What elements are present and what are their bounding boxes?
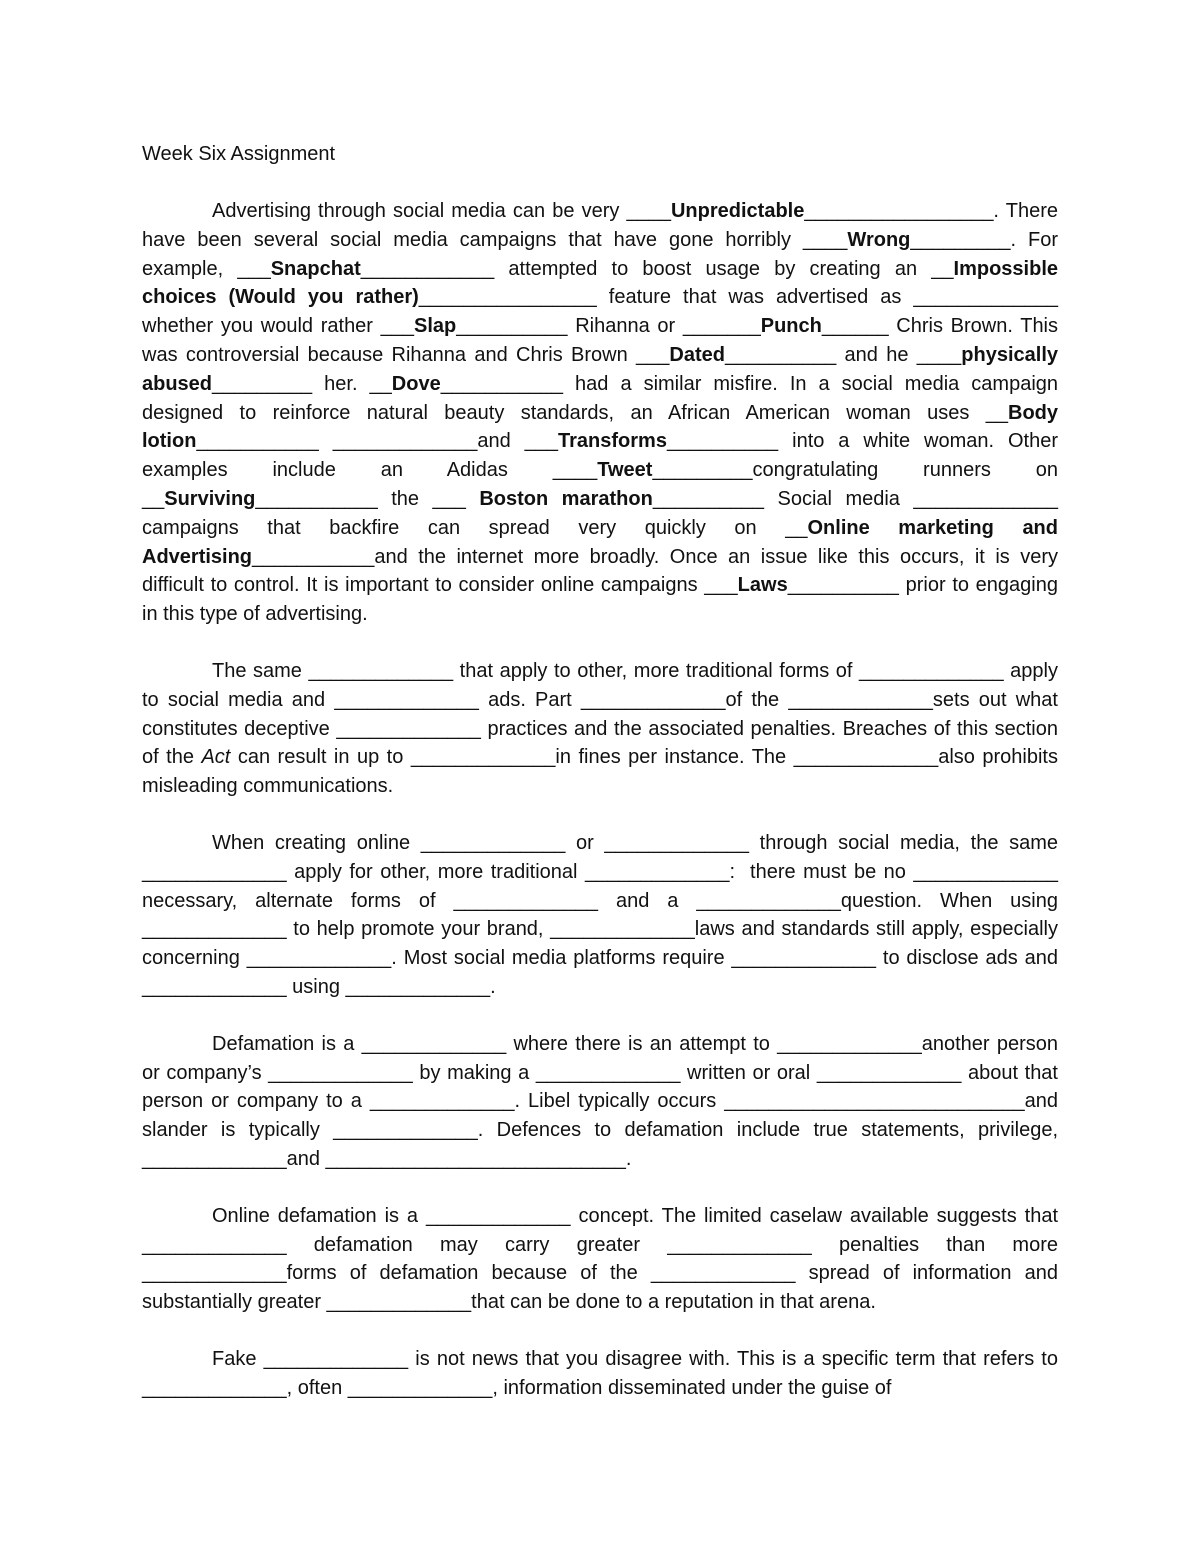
- paragraph-text: ______ Chris Brown. This was controversial because Rihanna and Chris Brown ___: [142, 315, 1064, 366]
- answer-text: Impossible choices (Would you rather): [142, 257, 1064, 309]
- answer-text: Wrong: [847, 228, 911, 251]
- paragraph-6: [142, 1345, 1064, 1403]
- document-body: [142, 197, 1064, 1402]
- italic-text: Act: [201, 746, 231, 769]
- paragraph-text: __________ into a white woman. Other examples include an Adidas ____: [142, 430, 1064, 482]
- answer-text: Transforms: [558, 430, 667, 453]
- paragraph-5: [142, 1202, 1064, 1317]
- paragraph-text: __________ prior to engaging in this type of advertising.: [142, 574, 1064, 626]
- document-page: [142, 140, 1064, 1430]
- paragraph-text: ___________ the ___: [255, 487, 480, 510]
- answer-text: Dove: [391, 372, 441, 395]
- paragraph-text: Defamation is a _____________ where there is an attempt to _____________another person or company’s _____________ by making a _____________ written or oral _____________ about that person or company to a _____________. Libel typically occurs ___________________________and slander is typically _____________. Defences to defamation include true statements, privilege, _____________and ___________________________.: [142, 1032, 1064, 1170]
- paragraph-text: Fake _____________ is not news that you disagree with. This is a specific term that refers to _____________, often _____________, information disseminated under the guise of: [142, 1347, 1064, 1399]
- paragraph-text: ___________ _____________and ___: [196, 430, 559, 453]
- paragraph-3: [142, 829, 1064, 1002]
- paragraph-text: can result in up to _____________in fines per instance. The _____________also prohibits misleading communications.: [142, 746, 1064, 798]
- paragraph-text: _________congratulating runners on __: [142, 459, 1064, 510]
- paragraph-text: ___________ had a similar misfire. In a social media campaign designed to reinforce natural beauty standards, an African American woman uses __: [142, 372, 1064, 424]
- answer-text: Online marketing and Advertising: [142, 516, 1063, 568]
- document-title: Week Six Assignment: [142, 143, 336, 165]
- answer-text: Slap: [414, 315, 457, 338]
- answer-text: Body lotion: [142, 401, 1064, 453]
- paragraph-text: __________ and he ____: [724, 343, 962, 366]
- answer-text: Laws: [737, 574, 788, 597]
- paragraph-2: [142, 657, 1064, 801]
- paragraph-1: [142, 197, 1064, 629]
- paragraph-text: _________ her. __: [212, 372, 392, 395]
- answer-text: Tweet: [597, 459, 653, 482]
- paragraph-text: ____________ attempted to boost usage by creating an __: [360, 257, 954, 280]
- paragraph-text: Advertising through social media can be very ____: [212, 200, 671, 222]
- paragraph-text: When creating online _____________ or _____________ through social media, the same _____________ apply for other, more traditional _____________: there must be no _____________ necessary, alternate forms of _____________ and a _____________question. When using _____________ to help promote your brand, _____________laws and standards still apply, especially concerning _____________. Most social media platforms require _____________ to disclose ads and _____________ using _____________.: [142, 831, 1064, 998]
- paragraph-text: The same _____________ that apply to other, more traditional forms of _____________ apply to social media and _____________ ads. Part _____________of the _____________sets out what constitutes deceptive _____________ practices and the associated penalties. Breaches of this section of the: [142, 659, 1064, 769]
- paragraph-text: _________________. There have been several social media campaigns that have gone horribly ____: [142, 200, 1064, 251]
- paragraph-text: _________. For example, ___: [142, 228, 1064, 280]
- paragraph-text: ___________and the internet more broadly. Once an issue like this occurs, it is very difficult to control. It is important to consider online campaigns ___: [142, 545, 1064, 597]
- answer-text: Dated: [669, 343, 725, 366]
- answer-text: Unpredictable: [670, 200, 805, 222]
- paragraph-text: ________________ feature that was advertised as _____________ whether you would rather ___: [142, 286, 1064, 338]
- paragraph-text: __________ Social media _____________ campaigns that backfire can spread very quickly on __: [142, 487, 1064, 539]
- answer-text: Punch: [760, 315, 822, 338]
- answer-text: Surviving: [164, 487, 256, 510]
- paragraph-text: __________ Rihanna or _______: [456, 315, 761, 338]
- answer-text: Snapchat: [270, 257, 361, 280]
- answer-text: physically abused: [142, 343, 1064, 395]
- paragraph-text: Online defamation is a _____________ concept. The limited caselaw available suggests that _____________ defamation may carry greater _____________ penalties than more _____________forms of defamation because of the _____________ spread of information and substantially greater _____________that can be done to a reputation in that arena.: [142, 1204, 1064, 1314]
- paragraph-4: [142, 1030, 1064, 1174]
- answer-text: Boston marathon: [479, 487, 653, 510]
